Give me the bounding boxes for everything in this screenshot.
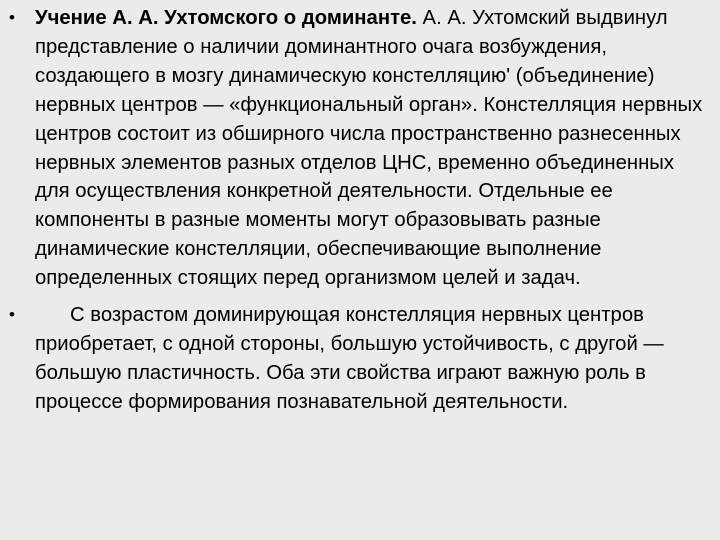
bullet-list: [0, 4, 720, 425]
bullet-text: С возрастом доминирующая констелляция нервных центров приобретает, с одной стороны, большую устойчивость, с другой — большую пластичность. Оба эти свойства играют важную роль в процессе формирования познавательной деятельности.: [35, 304, 664, 413]
bullet-item-age-constellation: [0, 301, 720, 417]
bullet-item-dominant-theory: [0, 4, 720, 293]
bullet-text: А. А. Ухтомский выдвинул представление о наличии доминантного очага возбуждения, создающего в мозгу динамическую констелляцию' (объединение) нервных центров — «функциональный орган». Констелляция нервных центров состоит из обширного числа пространственно разнесенных нервных элементов разных отделов ЦНС, временно объединенных для осуществления конкретной деятельности. Отдельные ее компоненты в разные моменты могут образовывать разные динамические констелляции, обеспечивающие выполнение определенных стоящих перед организмом целей и задач.: [35, 7, 703, 290]
bullet-lead-heading: Учение А. А. Ухтомского о доминанте.: [35, 7, 417, 29]
bullet-marker: •: [9, 8, 15, 27]
bullet-marker: •: [9, 305, 15, 325]
